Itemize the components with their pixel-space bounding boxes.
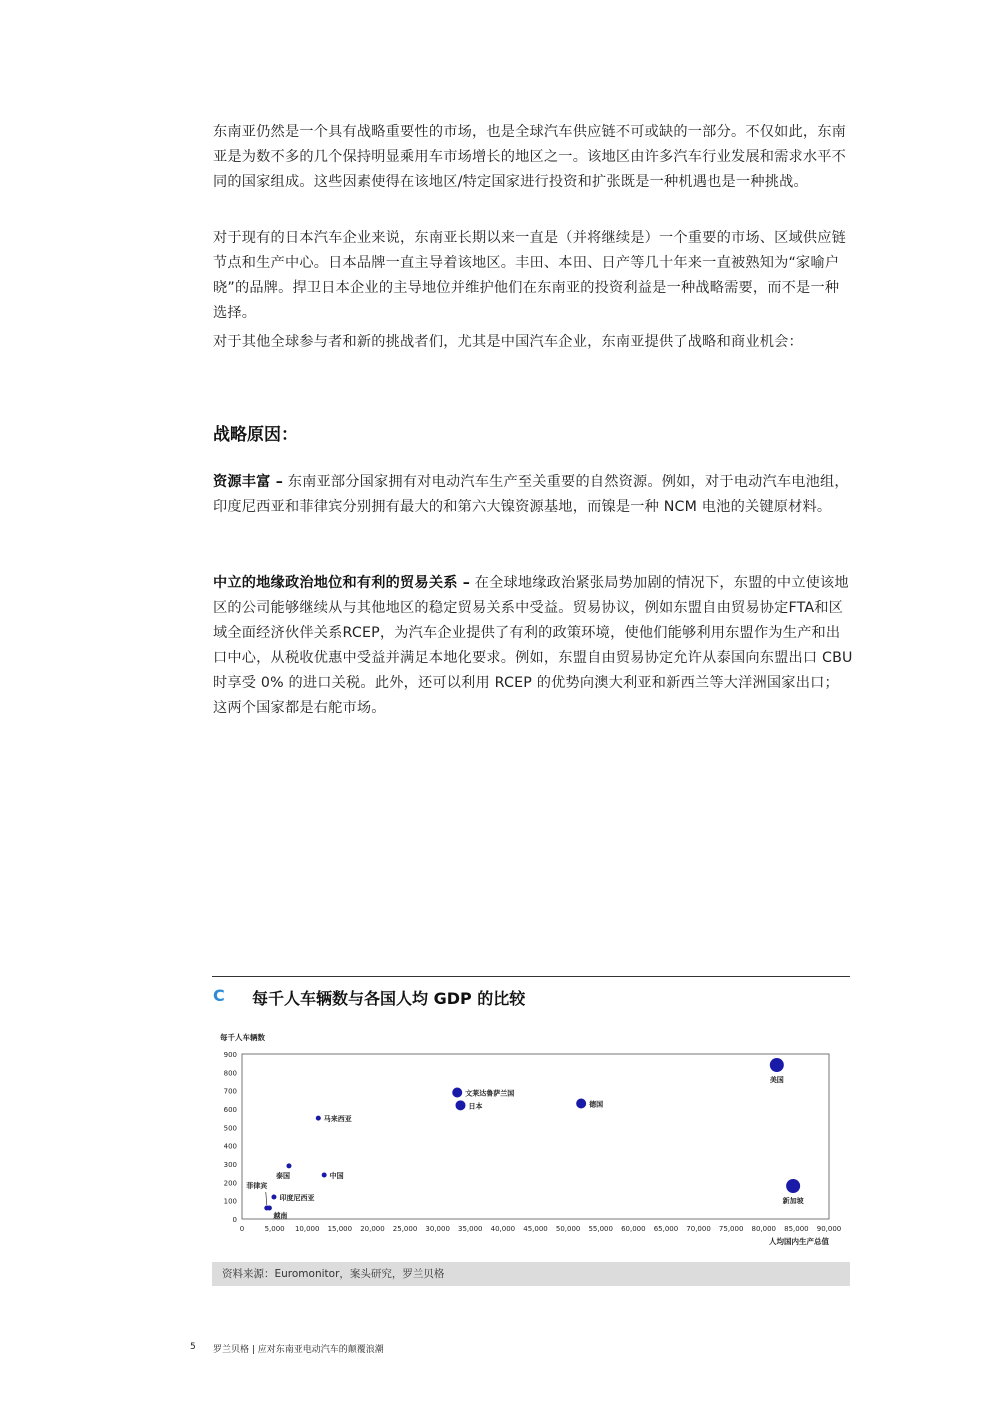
- y-tick-label: 900: [223, 1051, 237, 1059]
- resources-lead: 资源丰富 –: [213, 474, 283, 490]
- data-point: [786, 1179, 800, 1193]
- geopolitics-paragraph: [213, 571, 853, 721]
- data-point: [267, 1206, 272, 1211]
- data-point: [455, 1100, 465, 1110]
- section-heading: 战略原因：: [213, 425, 298, 445]
- y-axis-label: 每千人车辆数: [220, 1033, 265, 1042]
- label-leader-line: [266, 1192, 267, 1205]
- point-label: 越南: [273, 1212, 288, 1220]
- point-label: 新加坡: [782, 1197, 804, 1205]
- point-label: 泰国: [275, 1171, 290, 1180]
- x-tick-label: 35,000: [458, 1225, 483, 1233]
- point-label: 美国: [769, 1076, 784, 1084]
- data-point: [322, 1173, 327, 1178]
- x-tick-label: 0: [239, 1225, 245, 1233]
- data-point: [452, 1088, 462, 1098]
- data-point: [316, 1116, 321, 1121]
- figure-letter: C: [213, 986, 225, 1005]
- resources-text: 东南亚部分国家拥有对电动汽车生产至关重要的自然资源。例如，对于电动汽车电池组，印度尼西亚和菲律宾分别拥有最大的和第六大镍资源基地，而镍是一种 NCM 电池的关键原材料。: [213, 474, 849, 515]
- point-label: 文莱达鲁萨兰国: [465, 1089, 515, 1098]
- point-label: 中国: [329, 1172, 344, 1180]
- y-tick-label: 700: [223, 1087, 237, 1096]
- x-tick-label: 20,000: [360, 1225, 385, 1233]
- page-number: 5: [190, 1342, 196, 1352]
- resources-paragraph: [213, 470, 853, 520]
- point-label: 印度尼西亚: [279, 1194, 315, 1202]
- x-tick-label: 15,000: [327, 1225, 353, 1233]
- geopolitics-text: 在全球地缘政治紧张局势加剧的情况下，东盟的中立使该地区的公司能够继续从与其他地区的稳定贸易关系中受益。贸易协议，例如东盟自由贸易协定FTA和区域全面经济伙伴关系RCEP，为汽车企业提供了有利的政策环境，使他们能够利用东盟作为生产和出口中心，从税收优惠中受益并满足本地化要求。例如，东盟自由贸易协定允许从泰国向东盟出口 CBU 时享受 0% 的进口关税。此外，还可以利用 RCEP 的优势向澳大利亚和新西兰等大洋洲国家出口；这两个国家都是右舵市场。: [213, 575, 853, 716]
- y-tick-label: 400: [223, 1142, 237, 1151]
- x-tick-label: 10,000: [294, 1225, 320, 1233]
- data-point: [770, 1058, 784, 1072]
- x-tick-label: 65,000: [653, 1225, 679, 1233]
- point-label: 德国: [589, 1100, 604, 1109]
- x-tick-label: 5,000: [264, 1225, 285, 1233]
- figure-source: 资料来源：Euromonitor，案头研究，罗兰贝格: [212, 1262, 850, 1286]
- x-tick-label: 30,000: [425, 1225, 450, 1233]
- data-point: [271, 1195, 276, 1200]
- x-tick-label: 45,000: [523, 1225, 548, 1233]
- x-tick-label: 80,000: [751, 1225, 777, 1233]
- x-tick-label: 25,000: [392, 1225, 418, 1233]
- point-label: 菲律宾: [246, 1182, 268, 1190]
- y-tick-label: 200: [223, 1179, 237, 1188]
- intro-paragraph-3: 对于其他全球参与者和新的挑战者们，尤其是中国汽车企业，东南亚提供了战略和商业机会：: [213, 334, 803, 350]
- y-tick-label: 300: [223, 1161, 237, 1169]
- y-tick-label: 500: [223, 1124, 237, 1133]
- y-tick-label: 800: [223, 1069, 237, 1078]
- intro-paragraph-1: 东南亚仍然是一个具有战略重要性的市场，也是全球汽车供应链不可或缺的一部分。不仅如此，东南亚是为数不多的几个保持明显乘用车市场增长的地区之一。该地区由许多汽车行业发展和需求水平不同的国家组成。这些因素使得在该地区/特定国家进行投资和扩张既是一种机遇也是一种挑战。: [213, 124, 847, 190]
- figure-title: 每千人车辆数与各国人均 GDP 的比较: [252, 989, 526, 1008]
- data-point: [576, 1099, 586, 1109]
- x-tick-label: 85,000: [784, 1225, 809, 1233]
- y-tick-label: 600: [223, 1106, 237, 1114]
- point-label: 马来西亚: [323, 1115, 352, 1124]
- y-tick-label: 100: [223, 1197, 237, 1206]
- y-tick-label: 0: [232, 1216, 237, 1224]
- x-tick-label: 55,000: [588, 1225, 613, 1233]
- point-label: 日本: [468, 1102, 483, 1111]
- geopolitics-lead: 中立的地缘政治地位和有利的贸易关系 –: [213, 575, 471, 591]
- x-tick-label: 90,000: [816, 1225, 842, 1233]
- plot-frame: [242, 1054, 829, 1219]
- x-axis-label: 人均国内生产总值: [769, 1237, 829, 1246]
- data-point: [286, 1163, 291, 1168]
- scatter-chart: [212, 1024, 850, 1260]
- x-tick-label: 40,000: [490, 1225, 516, 1233]
- x-tick-label: 70,000: [686, 1225, 711, 1233]
- footer-title: 罗兰贝格 | 应对东南亚电动汽车的颠覆浪潮: [213, 1345, 384, 1355]
- intro-paragraph-2: 对于现有的日本汽车企业来说，东南亚长期以来一直是（并将继续是）一个重要的市场、区域供应链节点和生产中心。日本品牌一直主导着该地区。丰田、本田、日产等几十年来一直被熟知为“家喻户晓”的品牌。捍卫日本企业的主导地位并维护他们在东南亚的投资利益是一种战略需要，而不是一种选择。: [213, 230, 847, 321]
- x-tick-label: 75,000: [718, 1225, 744, 1233]
- x-tick-label: 50,000: [555, 1225, 581, 1233]
- figure-divider: [212, 976, 850, 977]
- x-tick-label: 60,000: [621, 1225, 646, 1233]
